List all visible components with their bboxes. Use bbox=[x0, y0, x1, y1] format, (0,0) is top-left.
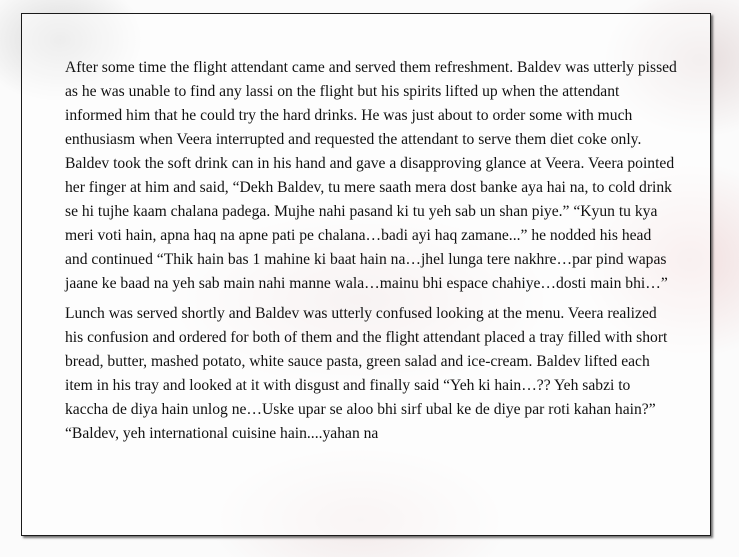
paragraph: After some time the flight attendant came and served them refreshment. Baldev was utterly pissed as he was unable to find any lassi on the flight but his spirits lifted up when the attendant informed him that he could try the hard drinks. He was just about to order some with much enthusiasm when Veera interrupted and requested the attendant to serve them diet coke only. Baldev took the soft drink can in his hand and gave a disapproving glance at Veera. Veera pointed her finger at him and said, “Dekh Baldev, tu mere saath mera dost banke aya hai na, to cold drink se hi tujhe kaam chalana padega. Mujhe nahi pasand ki tu yeh sab un shan piye.” “Kyun tu kya meri voti hain, apna haq na apne pati pe chalana…badi ayi haq zamane...” he nodded his head and continued “Thik hain bas 1 mahine ki baat hain na…jhel lunga tere nakhre…par pind wapas jaane ke baad na yeh sab main nahi manne wala…mainu bhi espace chahiye…dosti main bhi…” bbox=[65, 59, 677, 292]
paragraph: Lunch was served shortly and Baldev was utterly confused looking at the menu. Veera realized his confusion and ordered for both of them and the flight attendant placed a tray filled with short bread, butter, mashed potato, white sauce pasta, green salad and ice-cream. Baldev lifted each item in his tray and looked at it with disgust and finally said “Yeh ki hain…?? Yeh sabzi to kaccha de diya hain unlog ne…Uske upar se aloo bhi sirf ubal ke de diye par roti kahan hain?” “Baldev, yeh international cuisine hain....yahan na bbox=[65, 305, 668, 442]
text-panel bbox=[21, 13, 711, 536]
story-text bbox=[65, 56, 677, 446]
